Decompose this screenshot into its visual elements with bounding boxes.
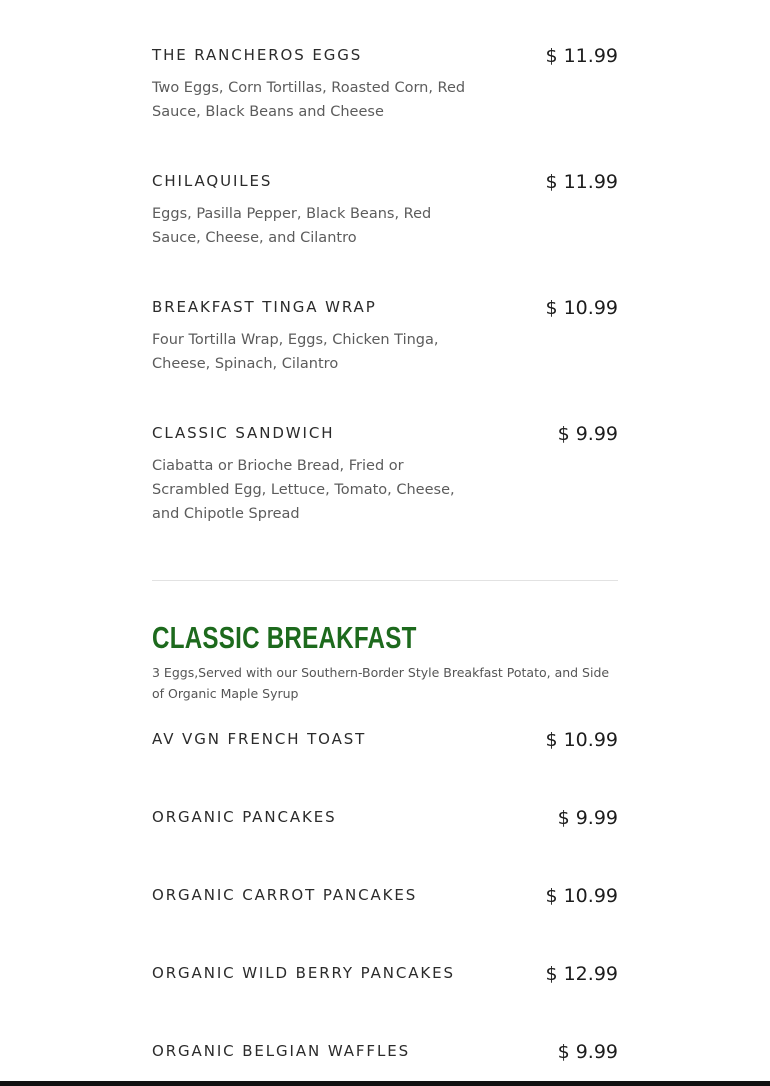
menu-item-price: $ 9.99 [557, 1041, 618, 1063]
menu-item-classic-sandwich [152, 423, 618, 526]
bottom-bar [0, 1081, 770, 1086]
menu-item-price: $ 10.99 [545, 885, 618, 907]
menu-item-price: $ 10.99 [545, 729, 618, 751]
menu-item-price: $ 9.99 [557, 807, 618, 829]
menu-item-organic-pancakes [152, 807, 618, 827]
menu-item-name: BREAKFAST TINGA WRAP [152, 298, 377, 316]
menu-item-name: CLASSIC SANDWICH [152, 424, 335, 442]
menu-item-price: $ 12.99 [545, 963, 618, 985]
menu-item-name: ORGANIC CARROT PANCAKES [152, 886, 418, 904]
menu-item-breakfast-tinga-wrap [152, 297, 618, 376]
menu-item-chilaquiles [152, 171, 618, 250]
section-divider [152, 580, 618, 581]
menu-item-name: AV VGN FRENCH TOAST [152, 730, 367, 748]
section-description: 3 Eggs,Served with our Southern-Border Style Breakfast Potato, and Side of Organic Maple Syrup [152, 665, 610, 701]
menu-item-name: THE RANCHEROS EGGS [152, 46, 363, 64]
menu-item-price: $ 10.99 [545, 297, 618, 319]
menu-item-organic-belgian-waffles [152, 1041, 618, 1061]
menu-item-organic-wild-berry-pancakes [152, 963, 618, 983]
menu-item-description: Two Eggs, Corn Tortillas, Roasted Corn, Red Sauce, Black Beans and Cheese [152, 80, 466, 120]
menu-item-name: ORGANIC WILD BERRY PANCAKES [152, 964, 455, 982]
menu-item-price: $ 11.99 [545, 171, 618, 193]
menu-item-rancheros-eggs [152, 45, 618, 124]
menu-item-description: Four Tortilla Wrap, Eggs, Chicken Tinga, Cheese, Spinach, Cilantro [152, 332, 439, 372]
menu-item-price: $ 11.99 [545, 45, 618, 67]
menu-item-name: CHILAQUILES [152, 172, 273, 190]
menu-item-name: ORGANIC PANCAKES [152, 808, 337, 826]
menu-item-french-toast [152, 729, 618, 749]
menu-item-name: ORGANIC BELGIAN WAFFLES [152, 1042, 411, 1060]
menu-item-price: $ 9.99 [557, 423, 618, 445]
section-title: CLASSIC BREAKFAST [152, 620, 417, 655]
menu-item-description: Eggs, Pasilla Pepper, Black Beans, Red Sauce, Cheese, and Cilantro [152, 206, 432, 246]
menu-item-organic-carrot-pancakes [152, 885, 618, 905]
menu-item-description: Ciabatta or Brioche Bread, Fried or Scrambled Egg, Lettuce, Tomato, Cheese, and Chipotle Spread [152, 458, 455, 522]
